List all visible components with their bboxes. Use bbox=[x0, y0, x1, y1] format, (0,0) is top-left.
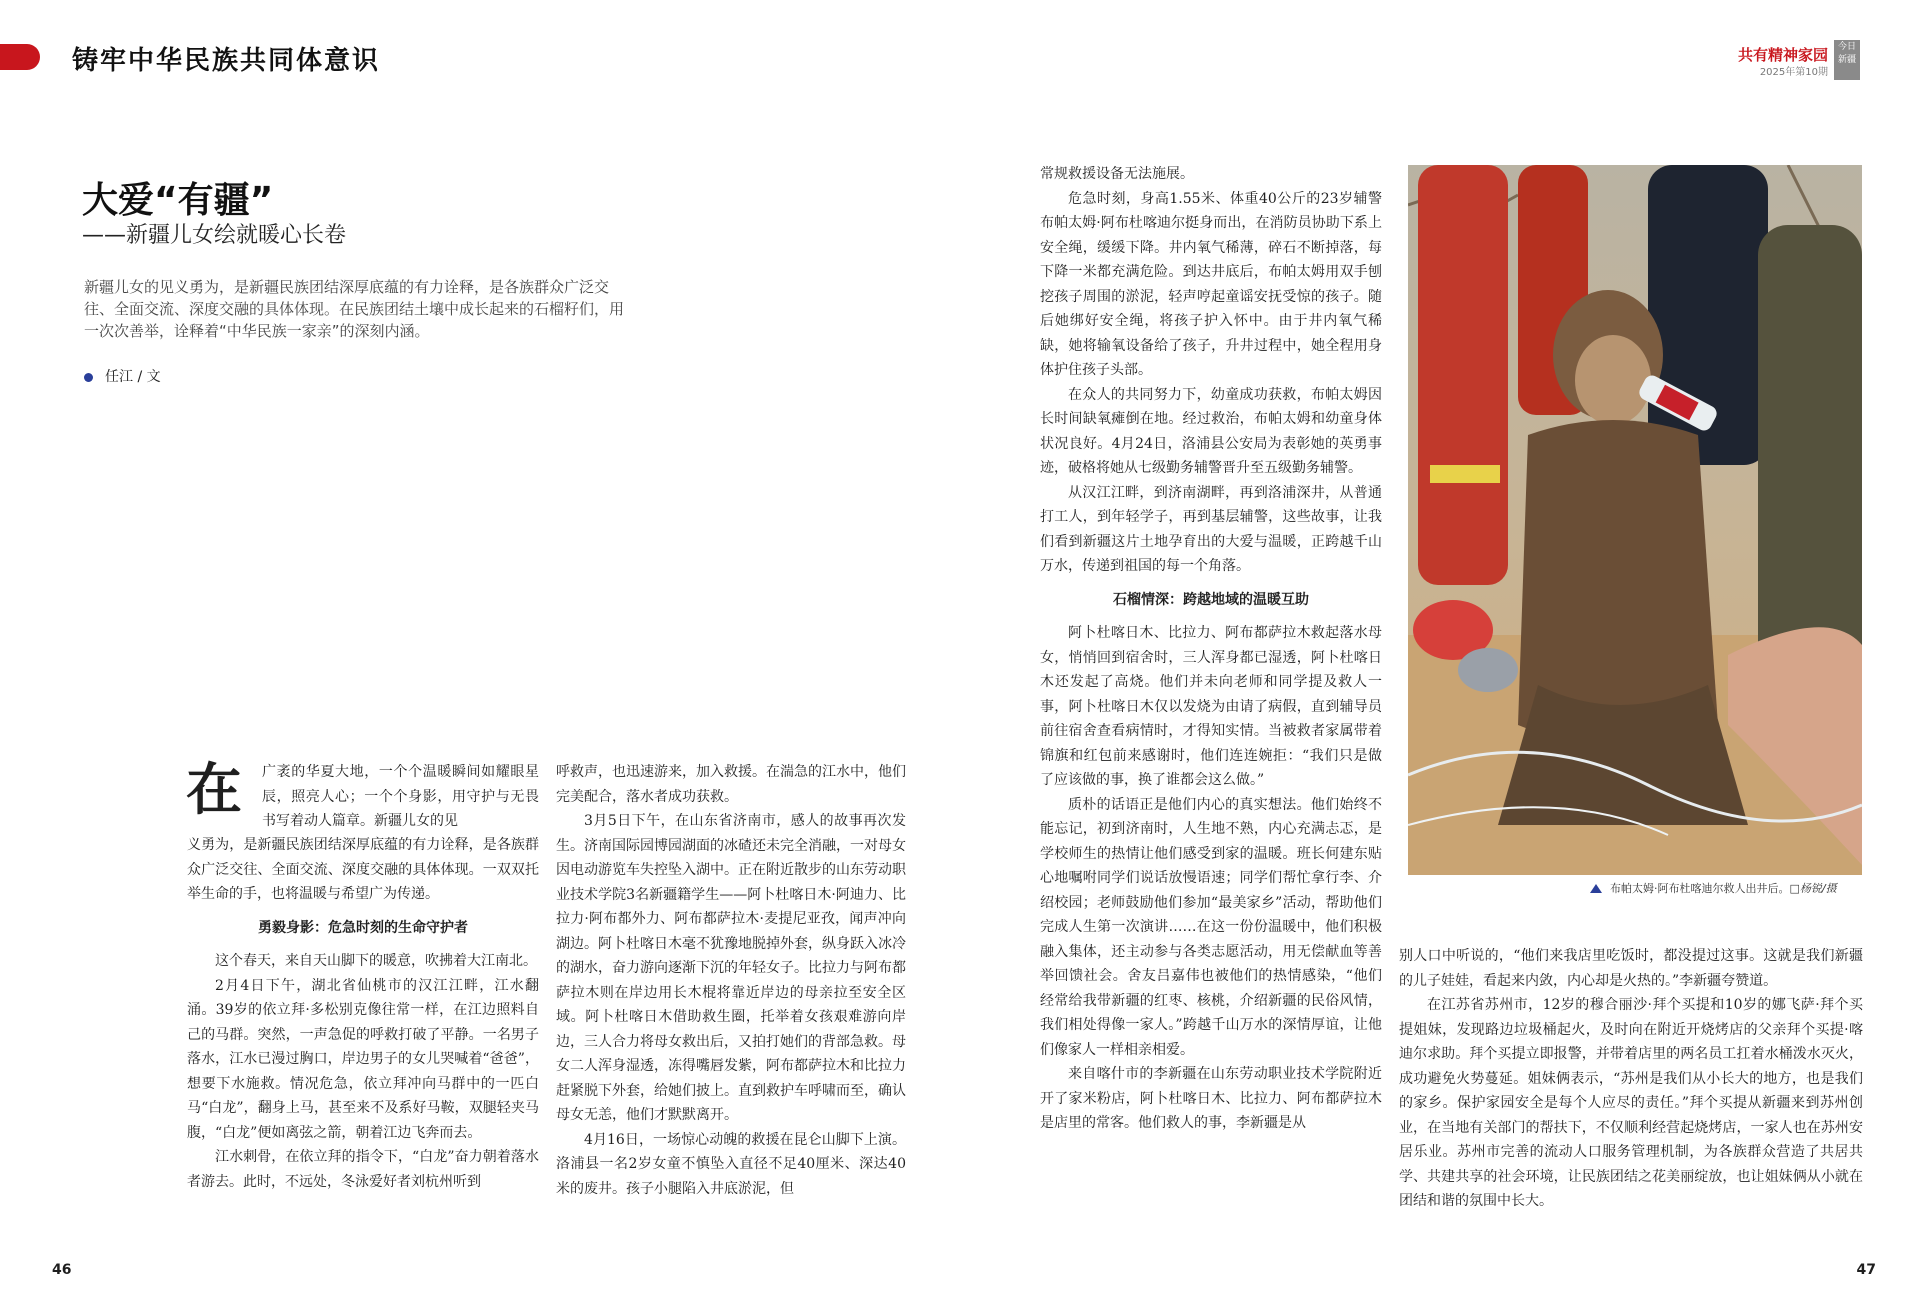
paragraph: 质朴的话语正是他们内心的真实想法。他们始终不能忘记，初到济南时，人生地不熟，内心充满忐忑，是学校师生的热情让他们感受到家的温暖。班长何建东贴心地嘱咐同学们说话放慢语速；同学们帮忙拿行李、介绍校园；老师鼓励他们参加“最美家乡”活动，帮助他们完成人生第一次演讲……在这一份份温暖中，他们积极融入集体，还主动参与各类志愿活动，用无偿献血等善举回馈社会。舍友吕嘉伟也被他们的热情感染，“他们经常给我带新疆的红枣、核桃，介绍新疆的民俗风情，我们相处得像一家人。”跨越千山万水的深情厚谊，让他们像家人一样相亲相爱。 bbox=[1040, 796, 1382, 1058]
article-lede: 新疆儿女的见义勇为，是新疆民族团结深厚底蕴的有力诠释，是各族群众广泛交往、全面交流、深度交融的具体体现。在民族团结土壤中成长起来的石榴籽们，用一次次善举，诠释着“中华民族一家亲”的深刻内涵。 bbox=[84, 278, 625, 340]
caption-text: 布帕太姆·阿布杜喀迪尔救人出井后。 bbox=[1610, 882, 1790, 895]
paragraph: 常规救援设备无法施展。 bbox=[1040, 166, 1194, 182]
paragraph: 2月4日下午，湖北省仙桃市的汉江江畔，江水翻涌。39岁的依立拜·多松别克像往常一样，在江边照料自己的马群。突然，一声急促的呼救打破了平静。一名男子落水，江水已漫过胸口，岸边男子的女儿哭喊着“爸爸”，想要下水施救。情况危急，依立拜冲向马群中的一匹白马“白龙”，翻身上马，甚至来不及系好马鞍，双腿轻夹马腹，“白龙”便如离弦之箭，朝着江边飞奔而去。 bbox=[187, 977, 539, 1141]
paragraph: 义勇为，是新疆民族团结深厚底蕴的有力诠释，是各族群众广泛交往、全面交流、深度交融的具体体现。一双双托举生命的手，也将温暖与希望广为传递。 bbox=[187, 837, 539, 902]
column-3 bbox=[1040, 162, 1382, 1136]
section-marker bbox=[0, 44, 40, 70]
page-number-right: 47 bbox=[1856, 1262, 1876, 1278]
paragraph: 危急时刻，身高1.55米、体重40公斤的23岁辅警布帕太姆·阿布杜喀迪尔挺身而出，在消防员协助下系上安全绳，缓缓下降。井内氧气稀薄，碎石不断掉落，每下降一米都充满危险。到达井底后，布帕太姆用双手刨挖孩子周围的淤泥，轻声哼起童谣安抚受惊的孩子。随后她绑好安全绳，将孩子护入怀中。由于井内氧气稀缺，她将输氧设备给了孩子，升井过程中，她全程用身体护住孩子头部。 bbox=[1040, 190, 1382, 378]
column-1 bbox=[187, 833, 539, 1194]
byline-bullet-icon bbox=[84, 373, 93, 382]
magazine-badge: 今日新疆 bbox=[1834, 40, 1860, 80]
rescue-photo-illustration bbox=[1408, 165, 1862, 875]
paragraph: 阿卜杜喀日木、比拉力、阿布都萨拉木救起落水母女，悄悄回到宿舍时，三人浑身都已湿透，阿卜杜喀日木还发起了高烧。他们并未向老师和同学提及救人一事，阿卜杜喀日木仅以发烧为由请了病假，直到辅导员前往宿舍查看病情时，才得知实情。当被救者家属带着锦旗和红包前来感谢时，他们连连婉拒：“我们只是做了应该做的事，换了谁都会这么做。” bbox=[1040, 625, 1382, 788]
paragraph: 这个春天，来自天山脚下的暖意，吹拂着大江南北。 bbox=[215, 953, 537, 969]
section-heading: 石榴情深：跨越地域的温暖互助 bbox=[1113, 591, 1309, 608]
paragraph: 来自喀什市的李新疆在山东劳动职业技术学院附近开了家米粉店，阿卜杜喀日木、比拉力、阿布都萨拉木是店里的常客。他们救人的事，李新疆是从 bbox=[1040, 1066, 1382, 1131]
paragraph: 别人口中听说的，“他们来我店里吃饭时，都没提过这事。这就是我们新疆的儿子娃娃，看起来内敛，内心却是火热的。”李新疆夸赞道。 bbox=[1399, 948, 1863, 989]
magazine-issue: 2025年第10期 bbox=[1759, 67, 1828, 78]
paragraph: 呼救声，也迅速游来，加入救援。在湍急的江水中，他们完美配合，落水者成功获救。 bbox=[556, 764, 906, 805]
rescue-photo bbox=[1408, 165, 1862, 875]
byline-text: 任江 / 文 bbox=[105, 369, 161, 385]
paragraph: 在众人的共同努力下，幼童成功获救，布帕太姆因长时间缺氧瘫倒在地。经过救治，布帕太姆和幼童身体状况良好。4月24日，洛浦县公安局为表彰她的英勇事迹，破格将她从七级勤务辅警晋升至五级勤务辅警。 bbox=[1040, 386, 1382, 476]
paragraph: 在江苏省苏州市，12岁的穆合丽沙·拜个买提和10岁的娜飞萨·拜个买提姐妹，发现路边垃圾桶起火，及时向在附近开烧烤店的父亲拜个买提·喀迪尔求助。拜个买提立即报警，并带着店里的两名员工扛着水桶泼水灭火，成功避免火势蔓延。姐妹俩表示，“苏州是我们从小长大的地方，也是我们的家乡。保护家园安全是每个人应尽的责任。”拜个买提从新疆来到苏州创业，在当地有关部门的帮扶下，不仅顺利经营起烧烤店，一家人也在苏州安居乐业。苏州市完善的流动人口服务管理机制，为各族群众营造了共居共学、共建共享的社会环境，让民族团结之花美丽绽放，也让姐妹俩从小就在团结和谐的氛围中长大。 bbox=[1399, 997, 1863, 1209]
caption-triangle-icon bbox=[1590, 884, 1602, 893]
section-title: 铸牢中华民族共同体意识 bbox=[72, 46, 381, 76]
byline bbox=[84, 366, 161, 386]
photo-credit: □杨锐/摄 bbox=[1789, 882, 1837, 895]
column-1-lead: 广袤的华夏大地，一个个温暖瞬间如耀眼星辰，照亮人心；一个个身影，用守护与无畏书写着动人篇章。新疆儿女的见 bbox=[262, 764, 539, 829]
paragraph: 3月5日下午，在山东省济南市，感人的故事再次发生。济南国际园博园湖面的冰碴还未完全消融，一对母女因电动游览车失控坠入湖中。正在附近散步的山东劳动职业技术学院3名新疆籍学生——阿卜杜喀日木·阿迪力、比拉力·阿布都外力、阿布都萨拉木·麦提尼亚孜，闻声冲向湖边。阿卜杜喀日木毫不犹豫地脱掉外套，纵身跃入冰冷的湖水，奋力游向逐渐下沉的年轻女子。比拉力与阿布都萨拉木则在岸边用长木棍将靠近岸边的母亲拉至安全区域。阿卜杜喀日木借助救生圈，托举着女孩艰难游向岸边，三人合力将母女救出后，又拍打她们的背部急救。母女二人浑身湿透，冻得嘴唇发紫，阿布都萨拉木和比拉力赶紧脱下外套，给她们披上。直到救护车呼啸而至，确认母女无恙，他们才默默离开。 bbox=[556, 813, 906, 1123]
paragraph: 4月16日，一场惊心动魄的救援在昆仑山脚下上演。洛浦县一名2岁女童不慎坠入直径不足40厘米、深达40米的废井。孩子小腿陷入井底淤泥，但 bbox=[556, 1131, 906, 1197]
drop-cap: 在 bbox=[186, 757, 242, 823]
photo-caption bbox=[1590, 880, 1837, 896]
article-title: 大爱“有疆” bbox=[82, 180, 274, 221]
column-4 bbox=[1399, 944, 1863, 1214]
page-number-left: 46 bbox=[52, 1262, 72, 1278]
paragraph: 江水刺骨，在依立拜的指令下，“白龙”奋力朝着落水者游去。此时，不远处，冬泳爱好者刘杭州听到 bbox=[187, 1149, 539, 1190]
article-subtitle: ——新疆儿女绘就暖心长卷 bbox=[82, 223, 347, 248]
paragraph: 从汉江江畔，到济南湖畔，再到洛浦深井，从普通打工人，到年轻学子，再到基层辅警，这些故事，让我们看到新疆这片土地孕育出的大爱与温暖，正跨越千山万水，传递到祖国的每一个角落。 bbox=[1040, 484, 1382, 574]
section-heading: 勇毅身影：危急时刻的生命守护者 bbox=[258, 919, 468, 936]
column-2 bbox=[556, 760, 906, 1201]
magazine-name: 共有精神家园 bbox=[1737, 46, 1828, 64]
